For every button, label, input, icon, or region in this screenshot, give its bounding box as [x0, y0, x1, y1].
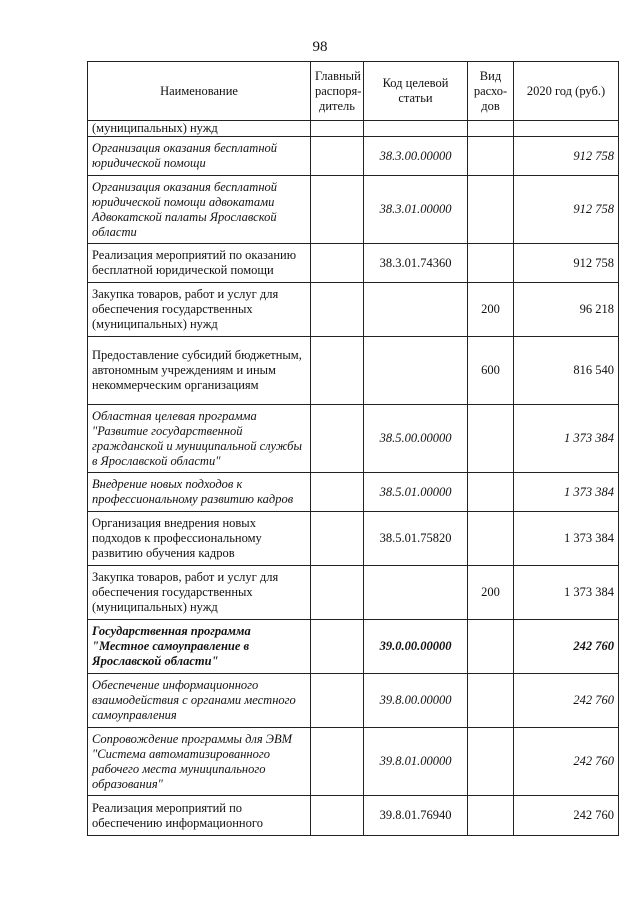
- row-name-cell: Сопровождение программы для ЭВМ "Система автоматизированного рабочего места муниципального образования": [88, 728, 311, 796]
- table-header-row: [88, 62, 619, 121]
- row-administrator-cell: [311, 620, 364, 674]
- table-body: [88, 121, 619, 836]
- row-target-code-cell: 38.3.01.74360: [364, 244, 468, 283]
- header-expense-type: Вид расхо-дов: [468, 62, 514, 121]
- row-amount-cell: 242 760: [514, 620, 619, 674]
- row-administrator-cell: [311, 405, 364, 473]
- row-expense-type-cell: [468, 405, 514, 473]
- row-expense-type-cell: [468, 674, 514, 728]
- row-name-cell: Организация оказания бесплатной юридической помощи адвокатами Адвокатской палаты Ярославской области: [88, 176, 311, 244]
- header-main-administrator: Главный распоря-дитель: [311, 62, 364, 121]
- row-administrator-cell: [311, 473, 364, 512]
- row-amount-cell: [514, 121, 619, 137]
- table-row: [88, 473, 619, 512]
- row-expense-type-cell: [468, 728, 514, 796]
- row-administrator-cell: [311, 337, 364, 405]
- row-amount-cell: 1 373 384: [514, 405, 619, 473]
- row-amount-cell: 96 218: [514, 283, 619, 337]
- row-amount-cell: 242 760: [514, 796, 619, 836]
- row-target-code-cell: [364, 566, 468, 620]
- row-expense-type-cell: [468, 620, 514, 674]
- row-administrator-cell: [311, 674, 364, 728]
- row-name-cell: Обеспечение информационного взаимодействия с органами местного самоуправления: [88, 674, 311, 728]
- row-name-cell: Предоставление субсидий бюджетным, автономным учреждениям и иным некоммерческим организациям: [88, 337, 311, 405]
- header-target-code: Код целевой статьи: [364, 62, 468, 121]
- row-target-code-cell: 38.3.01.00000: [364, 176, 468, 244]
- table-row: [88, 244, 619, 283]
- row-amount-cell: 912 758: [514, 137, 619, 176]
- table-row: [88, 337, 619, 405]
- row-amount-cell: 1 373 384: [514, 566, 619, 620]
- row-administrator-cell: [311, 283, 364, 337]
- row-administrator-cell: [311, 566, 364, 620]
- table-row: [88, 620, 619, 674]
- row-amount-cell: 242 760: [514, 728, 619, 796]
- row-target-code-cell: 38.5.00.00000: [364, 405, 468, 473]
- row-name-cell: Внедрение новых подходов к профессиональному развитию кадров: [88, 473, 311, 512]
- row-expense-type-cell: [468, 796, 514, 836]
- row-name-cell: Областная целевая программа "Развитие государственной гражданской и муниципальной службы в Ярославской области": [88, 405, 311, 473]
- row-administrator-cell: [311, 728, 364, 796]
- row-expense-type-cell: [468, 121, 514, 137]
- row-amount-cell: 912 758: [514, 176, 619, 244]
- row-target-code-cell: 38.5.01.75820: [364, 512, 468, 566]
- table-row: [88, 121, 619, 137]
- row-name-cell: Закупка товаров, работ и услуг для обеспечения государственных (муниципальных) нужд: [88, 283, 311, 337]
- table-row: [88, 796, 619, 836]
- row-administrator-cell: [311, 137, 364, 176]
- row-expense-type-cell: 200: [468, 566, 514, 620]
- row-administrator-cell: [311, 121, 364, 137]
- row-expense-type-cell: [468, 512, 514, 566]
- row-name-cell: Реализация мероприятий по оказанию бесплатной юридической помощи: [88, 244, 311, 283]
- row-target-code-cell: 39.8.00.00000: [364, 674, 468, 728]
- table-row: [88, 674, 619, 728]
- row-name-cell: Закупка товаров, работ и услуг для обеспечения государственных (муниципальных) нужд: [88, 566, 311, 620]
- row-name-cell: Государственная программа "Местное самоуправление в Ярославской области": [88, 620, 311, 674]
- row-target-code-cell: 38.5.01.00000: [364, 473, 468, 512]
- row-expense-type-cell: [468, 473, 514, 512]
- table-row: [88, 405, 619, 473]
- row-expense-type-cell: [468, 176, 514, 244]
- row-name-cell: (муниципальных) нужд: [88, 121, 311, 137]
- row-expense-type-cell: [468, 137, 514, 176]
- row-target-code-cell: 39.8.01.00000: [364, 728, 468, 796]
- page-number: 98: [312, 39, 328, 55]
- table-row: [88, 512, 619, 566]
- row-administrator-cell: [311, 796, 364, 836]
- table-row: [88, 137, 619, 176]
- row-target-code-cell: [364, 283, 468, 337]
- row-name-cell: Организация оказания бесплатной юридической помощи: [88, 137, 311, 176]
- row-expense-type-cell: [468, 244, 514, 283]
- row-amount-cell: 242 760: [514, 674, 619, 728]
- budget-table: [87, 61, 619, 836]
- table-row: [88, 176, 619, 244]
- row-expense-type-cell: 200: [468, 283, 514, 337]
- row-amount-cell: 1 373 384: [514, 512, 619, 566]
- header-amount-2020: 2020 год (руб.): [514, 62, 619, 121]
- row-administrator-cell: [311, 512, 364, 566]
- row-target-code-cell: 39.8.01.76940: [364, 796, 468, 836]
- row-name-cell: Организация внедрения новых подходов к профессиональному развитию обучения кадров: [88, 512, 311, 566]
- row-amount-cell: 912 758: [514, 244, 619, 283]
- table-row: [88, 728, 619, 796]
- row-amount-cell: 1 373 384: [514, 473, 619, 512]
- row-administrator-cell: [311, 176, 364, 244]
- row-expense-type-cell: 600: [468, 337, 514, 405]
- row-target-code-cell: 39.0.00.00000: [364, 620, 468, 674]
- table-row: [88, 566, 619, 620]
- row-name-cell: Реализация мероприятий по обеспечению информационного: [88, 796, 311, 836]
- table-row: [88, 283, 619, 337]
- row-amount-cell: 816 540: [514, 337, 619, 405]
- header-name: Наименование: [88, 62, 311, 121]
- row-target-code-cell: 38.3.00.00000: [364, 137, 468, 176]
- row-target-code-cell: [364, 121, 468, 137]
- row-target-code-cell: [364, 337, 468, 405]
- row-administrator-cell: [311, 244, 364, 283]
